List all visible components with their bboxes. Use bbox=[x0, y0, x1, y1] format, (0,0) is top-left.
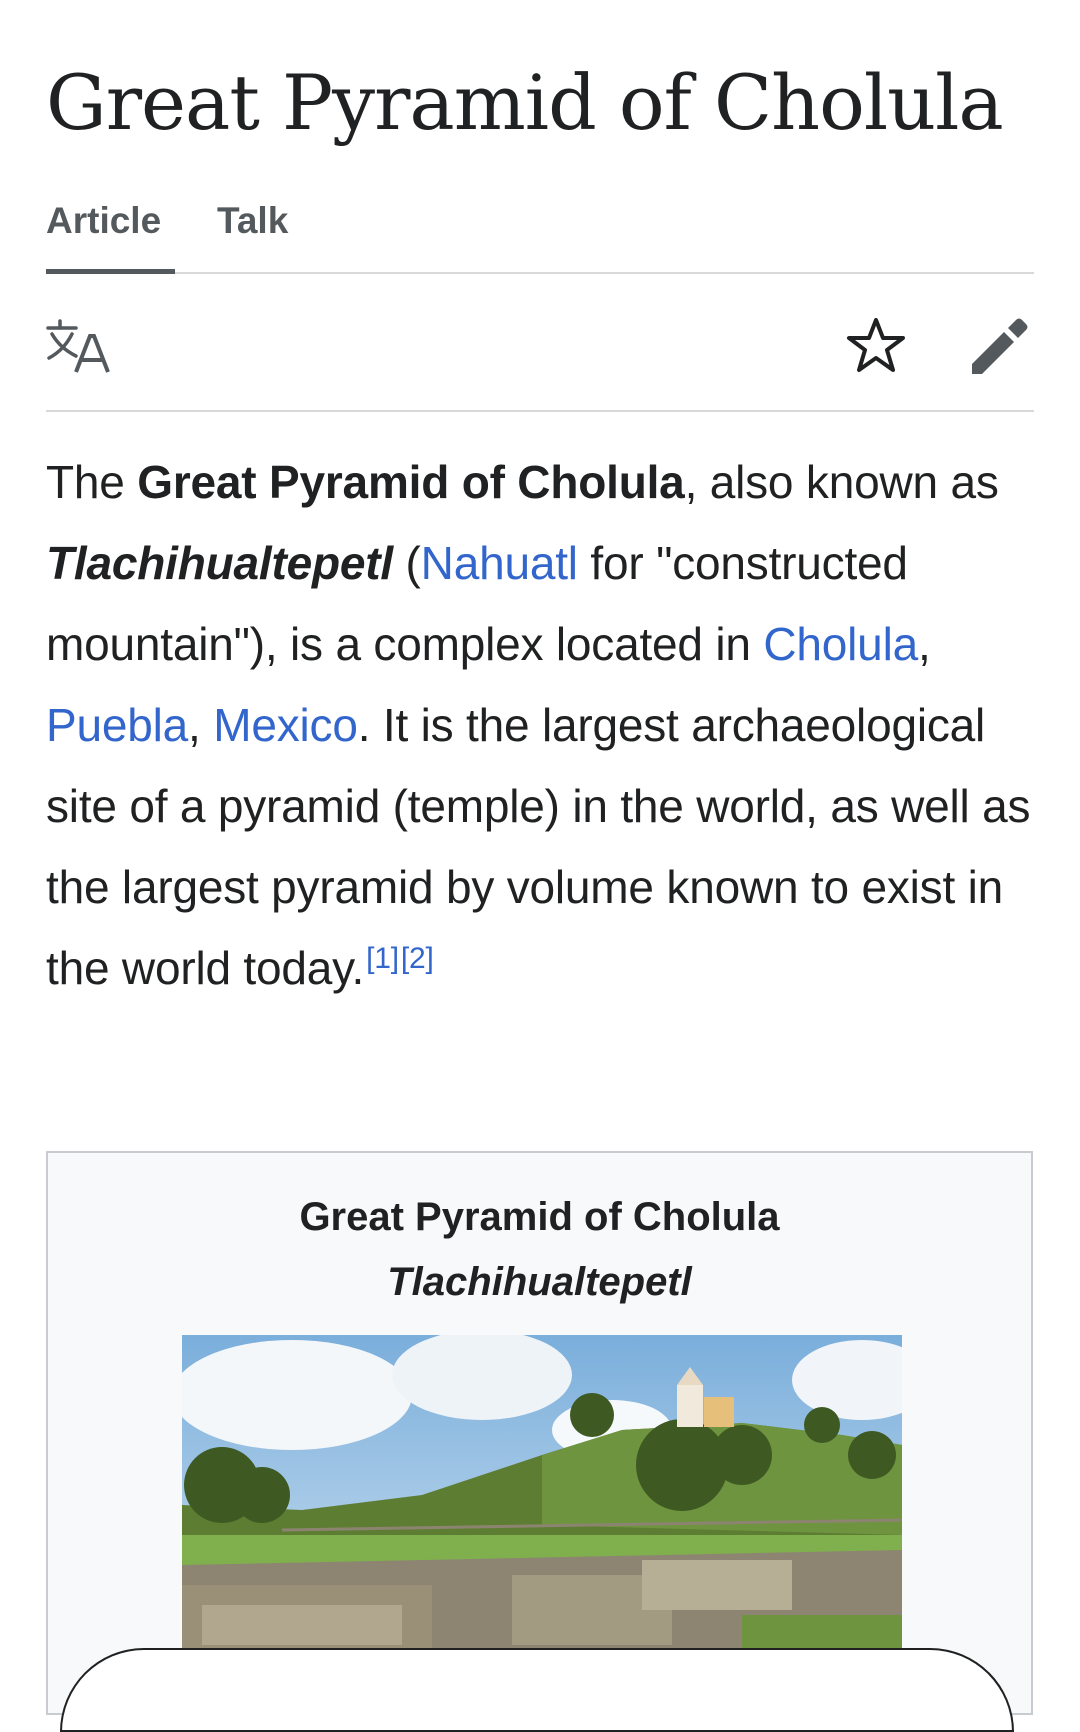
link-nahuatl[interactable]: Nahuatl bbox=[420, 537, 578, 589]
tab-talk[interactable]: Talk bbox=[217, 200, 289, 241]
infobox-photo[interactable] bbox=[182, 1335, 902, 1665]
citation-ref-2[interactable]: [2] bbox=[400, 941, 434, 975]
lead-text: , bbox=[917, 618, 931, 670]
lead-text: , also known as bbox=[684, 456, 999, 508]
tab-selected-indicator bbox=[46, 269, 175, 274]
page-title: Great Pyramid of Cholula bbox=[46, 58, 1003, 147]
link-mexico[interactable]: Mexico bbox=[213, 699, 358, 751]
infobox-title: Great Pyramid of Cholula bbox=[299, 1195, 780, 1239]
infobox-subtitle: Tlachihualtepetl bbox=[387, 1260, 692, 1304]
lead-text: The bbox=[46, 456, 138, 508]
bottom-sheet-edge bbox=[60, 1648, 1014, 1732]
infobox bbox=[46, 1151, 1033, 1715]
lead-text: ( bbox=[392, 537, 421, 589]
lead-text: , bbox=[188, 699, 214, 751]
star-icon[interactable] bbox=[846, 316, 906, 376]
page-actions-toolbar bbox=[46, 296, 1034, 412]
language-icon[interactable] bbox=[46, 318, 110, 374]
lead-text: for "constructed mountain"), is a complex located in bbox=[46, 537, 908, 670]
lead-bold-title: Great Pyramid of Cholula bbox=[137, 456, 685, 508]
edit-pencil-icon[interactable] bbox=[968, 314, 1028, 376]
link-puebla[interactable]: Puebla bbox=[46, 699, 189, 751]
tab-bar bbox=[46, 192, 1034, 274]
link-cholula[interactable]: Cholula bbox=[763, 618, 918, 670]
tab-article[interactable]: Article bbox=[46, 200, 162, 241]
citation-ref-1[interactable]: [1] bbox=[366, 941, 399, 975]
lead-native-name: Tlachihualtepetl bbox=[46, 537, 393, 589]
lead-paragraph bbox=[46, 442, 1031, 1009]
lead-text: . It is the largest archaeological site of a pyramid (temple) in the world, as well as the largest pyramid by volume known to exist in the world today. bbox=[46, 699, 1031, 994]
